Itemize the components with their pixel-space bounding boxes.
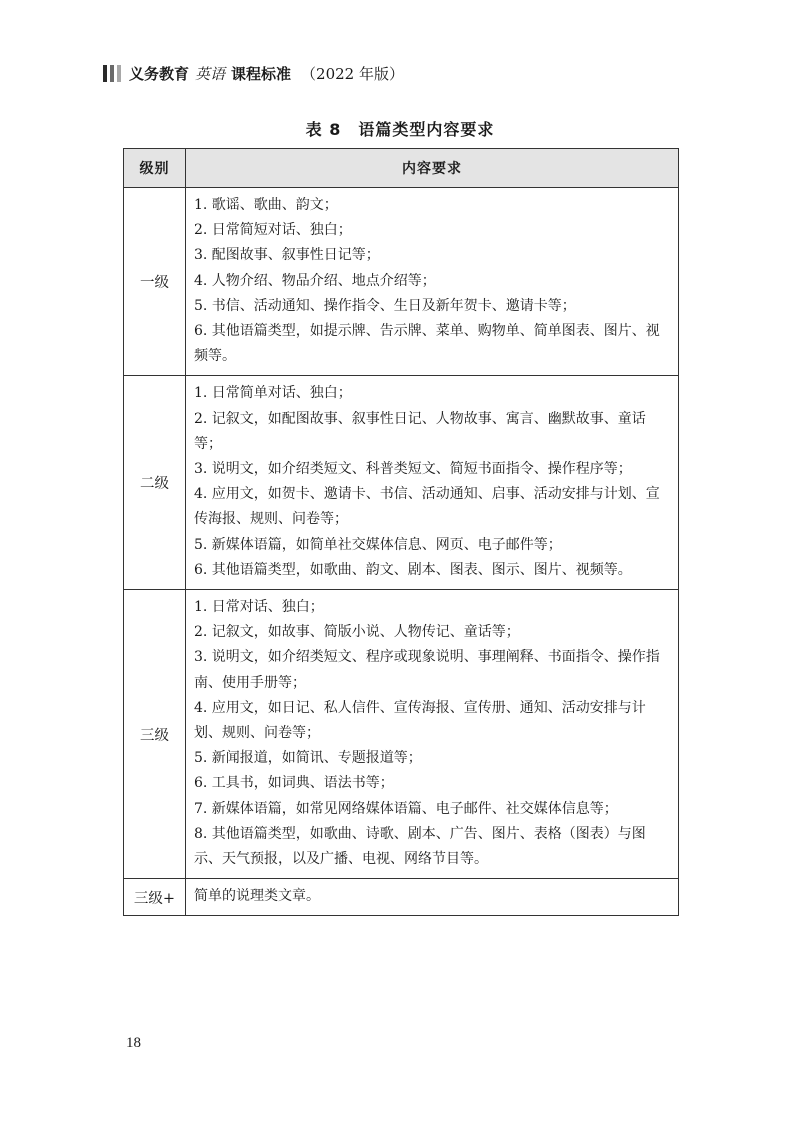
- requirement-item: 3. 说明文，如介绍类短文、科普类短文、简短书面指令、操作程序等；: [194, 461, 632, 478]
- table-row: [124, 590, 679, 879]
- column-header-content: 内容要求: [186, 149, 679, 188]
- table-title: 表 8 语篇类型内容要求: [305, 120, 495, 139]
- requirement-item: 2. 记叙文，如配图故事、叙事性日记、人物故事、寓言、幽默故事、童话等；: [194, 410, 646, 452]
- header-part-2: 英语: [195, 64, 226, 83]
- table-header-row: [124, 149, 679, 188]
- requirement-item: 6. 其他语篇类型，如歌曲、韵文、剧本、图表、图示、图片、视频等。: [194, 561, 632, 578]
- requirement-item: 5. 新闻报道，如简讯、专题报道等；: [194, 750, 422, 767]
- requirement-item: 1. 日常简单对话、独白；: [194, 385, 352, 402]
- header-part-1: 义务教育: [129, 64, 190, 83]
- requirement-item: 5. 新媒体语篇，如简单社交媒体信息、网页、电子邮件等；: [194, 536, 562, 553]
- header-part-3: 课程标准: [231, 64, 292, 83]
- table-row: [124, 376, 679, 590]
- content-cell: [186, 376, 679, 590]
- table-row: [124, 879, 679, 916]
- requirement-item: 2. 日常简短对话、独白；: [194, 222, 352, 239]
- content-requirements-table: [123, 148, 679, 916]
- requirement-item: 4. 应用文，如日记、私人信件、宣传海报、宣传册、通知、活动安排与计划、规则、问卷等；: [194, 699, 646, 742]
- requirement-item: 2. 记叙文，如故事、简版小说、人物传记、童话等；: [194, 624, 520, 641]
- requirement-item: 6. 工具书，如词典、语法书等；: [194, 775, 394, 792]
- header-bars-icon: [103, 65, 121, 82]
- requirement-item: 简单的说理类文章。: [194, 888, 320, 905]
- level-cell: 三级+: [124, 879, 186, 916]
- content-cell: [186, 590, 679, 879]
- requirement-item: 4. 人物介绍、物品介绍、地点介绍等；: [194, 272, 436, 289]
- requirement-item: 4. 应用文，如贺卡、邀请卡、书信、活动通知、启事、活动安排与计划、宣传海报、规则、问卷等；: [194, 486, 660, 528]
- level-cell: 二级: [124, 376, 186, 590]
- requirement-item: 6. 其他语篇类型，如提示牌、告示牌、菜单、购物单、简单图表、图片、视频等。: [194, 323, 660, 365]
- content-cell: [186, 188, 679, 376]
- column-header-level: 级别: [124, 149, 186, 188]
- level-cell: 三级: [124, 590, 186, 879]
- running-header: [103, 61, 404, 85]
- requirement-item: 3. 说明文，如介绍类短文、程序或现象说明、事理阐释、书面指令、操作指南、使用手册等；: [194, 649, 660, 691]
- header-part-4: （2022 年版）: [301, 64, 404, 83]
- requirement-item: 5. 书信、活动通知、操作指令、生日及新年贺卡、邀请卡等；: [194, 297, 576, 314]
- requirement-item: 3. 配图故事、叙事性日记等；: [194, 247, 380, 264]
- requirement-item: 1. 日常对话、独白；: [194, 599, 324, 616]
- content-cell: [186, 879, 679, 916]
- requirement-item: 1. 歌谣、歌曲、韵文；: [194, 197, 338, 213]
- requirement-item: 7. 新媒体语篇，如常见网络媒体语篇、电子邮件、社交媒体信息等；: [194, 800, 618, 817]
- page-number: 18: [126, 1035, 141, 1051]
- level-cell: 一级: [124, 188, 186, 376]
- requirement-item: 8. 其他语篇类型，如歌曲、诗歌、剧本、广告、图片、表格（图表）与图示、天气预报，以及广播、电视、网络节目等。: [194, 825, 646, 868]
- table-row: [124, 188, 679, 376]
